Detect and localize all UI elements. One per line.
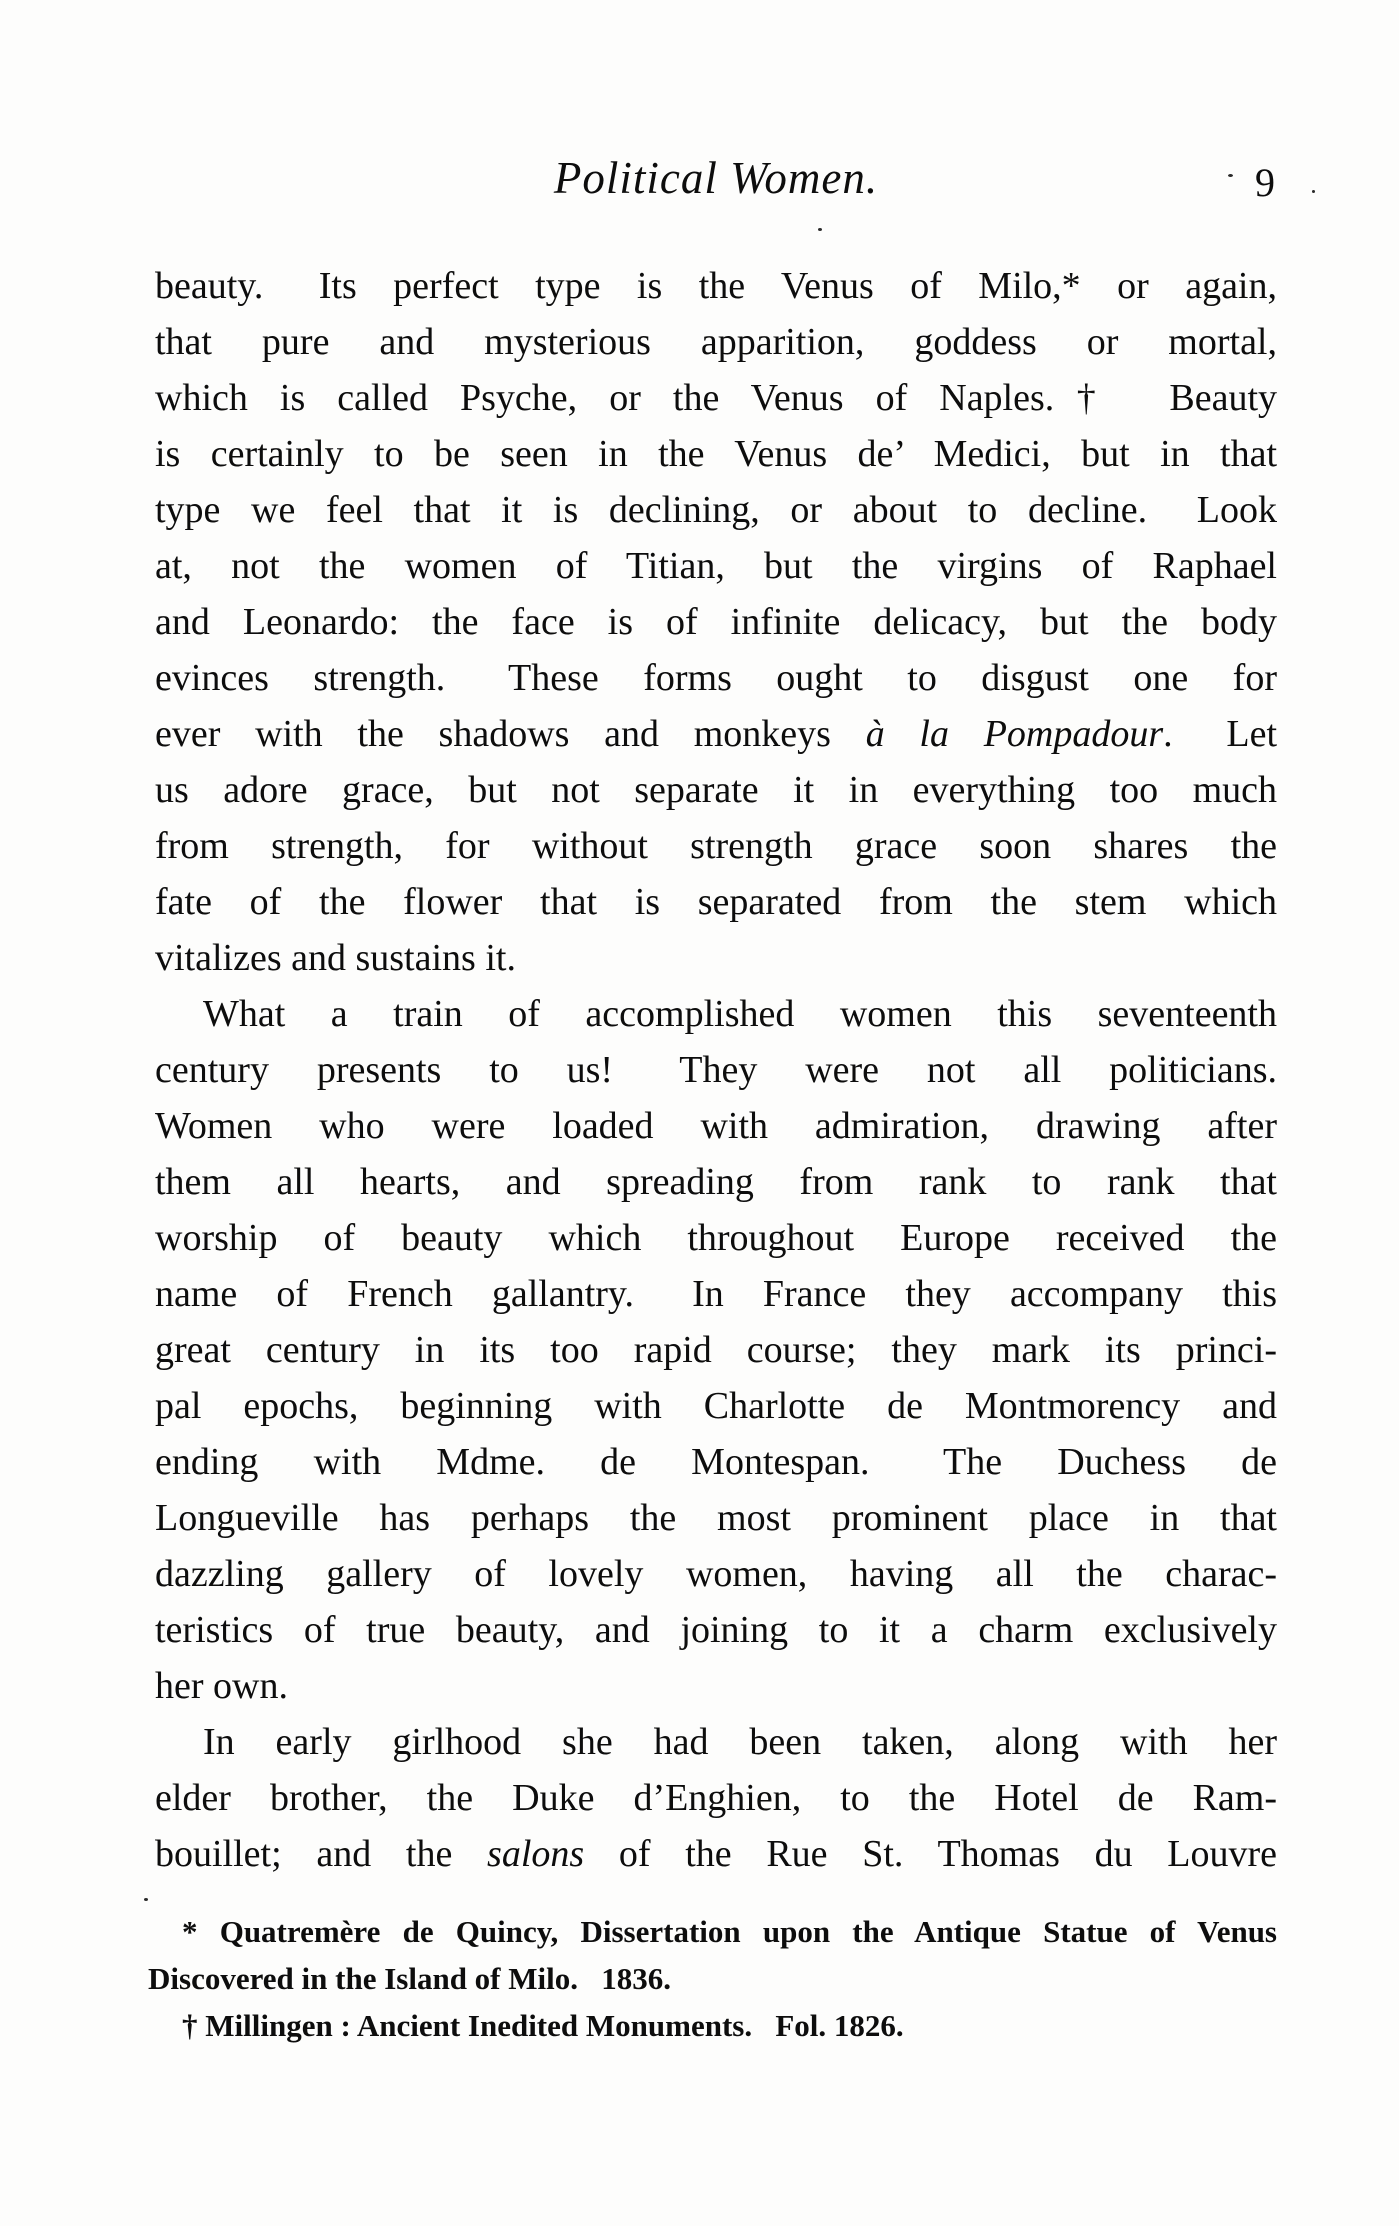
scan-speckle	[144, 1898, 148, 1901]
text-line	[155, 706, 1277, 762]
text-segment: her own.	[155, 1665, 288, 1707]
text-line	[155, 1042, 1277, 1098]
text-segment: us adore grace, but not separate it in everything too much	[155, 769, 1277, 811]
text-segment: Longueville has perhaps the most prominent place in that	[155, 1497, 1277, 1539]
text-segment: ending with Mdme. de Montespan. The Duchess de	[155, 1441, 1277, 1483]
text-segment: fate of the flower that is separated from the stem which	[155, 881, 1277, 923]
text-segment: name of French gallantry. In France they accompany this	[155, 1273, 1277, 1315]
scan-speckle	[818, 228, 822, 231]
text-line	[155, 1210, 1277, 1266]
text-line	[155, 1602, 1277, 1658]
text-line	[155, 874, 1277, 930]
footnotes	[148, 1908, 1277, 2049]
text-segment: vitalizes and sustains it.	[155, 937, 516, 979]
text-segment: * Quatremère de Quincy, Dissertation upon the Antique Statue of Venus	[182, 1914, 1277, 1949]
text-line	[148, 1908, 1277, 1955]
scan-speckle	[1312, 190, 1315, 193]
text-line	[155, 762, 1277, 818]
text-line	[155, 1098, 1277, 1154]
text-line	[155, 1770, 1277, 1826]
text-line	[155, 482, 1277, 538]
italic-text: salons	[487, 1833, 585, 1875]
text-line	[155, 1826, 1277, 1882]
text-segment: In early girlhood she had been taken, along with her	[203, 1721, 1277, 1763]
scan-speckle	[1228, 174, 1233, 177]
text-line	[155, 986, 1277, 1042]
text-line	[155, 1266, 1277, 1322]
text-line	[155, 314, 1277, 370]
text-line	[155, 1434, 1277, 1490]
text-segment: at, not the women of Titian, but the virgins of Raphael	[155, 545, 1277, 587]
text-line	[155, 930, 1277, 986]
text-segment: century presents to us! They were not all politicians.	[155, 1049, 1277, 1091]
text-line	[155, 594, 1277, 650]
text-segment: great century in its too rapid course; they mark its princi-	[155, 1329, 1277, 1371]
text-line	[148, 2002, 1277, 2049]
page-number: 9	[1255, 160, 1275, 205]
text-segment: Discovered in the Island of Milo. 1836.	[148, 1961, 671, 1996]
text-segment: . Let	[1163, 713, 1278, 755]
text-line	[155, 650, 1277, 706]
paragraph	[155, 258, 1277, 986]
text-segment: them all hearts, and spreading from rank to rank that	[155, 1161, 1277, 1203]
running-header	[155, 148, 1277, 210]
text-segment: and Leonardo: the face is of infinite delicacy, but the body	[155, 601, 1277, 643]
text-line	[155, 258, 1277, 314]
text-segment: which is called Psyche, or the Venus of Naples.† Beauty	[155, 377, 1277, 419]
text-line	[155, 1154, 1277, 1210]
text-segment: ever with the shadows and monkeys	[155, 713, 866, 755]
page-body	[155, 258, 1277, 1882]
text-segment: from strength, for without strength grace soon shares the	[155, 825, 1277, 867]
text-segment: Women who were loaded with admiration, drawing after	[155, 1105, 1277, 1147]
text-line	[155, 538, 1277, 594]
text-segment: teristics of true beauty, and joining to it a charm exclusively	[155, 1609, 1277, 1651]
paragraph	[155, 986, 1277, 1714]
text-line	[155, 818, 1277, 874]
text-line	[148, 1955, 1277, 2002]
text-segment: elder brother, the Duke d’Enghien, to the Hotel de Ram-	[155, 1777, 1277, 1819]
text-line	[155, 1322, 1277, 1378]
text-line	[155, 1490, 1277, 1546]
text-segment: type we feel that it is declining, or about to decline. Look	[155, 489, 1277, 531]
text-line	[155, 1658, 1277, 1714]
text-segment: that pure and mysterious apparition, goddess or mortal,	[155, 321, 1277, 363]
text-segment: is certainly to be seen in the Venus de’ Medici, but in that	[155, 433, 1277, 475]
text-line	[155, 426, 1277, 482]
text-segment: worship of beauty which throughout Europe received the	[155, 1217, 1277, 1259]
text-segment: What a train of accomplished women this seventeenth	[203, 993, 1277, 1035]
text-line	[155, 370, 1277, 426]
text-line	[155, 1378, 1277, 1434]
text-segment: † Millingen : Ancient Inedited Monuments. Fol. 1826.	[182, 2008, 904, 2043]
paragraph	[155, 1714, 1277, 1882]
text-line	[155, 1714, 1277, 1770]
text-line	[155, 1546, 1277, 1602]
text-segment: of the Rue St. Thomas du Louvre	[584, 1833, 1277, 1875]
text-segment: beauty. Its perfect type is the Venus of Milo,* or again,	[155, 265, 1277, 307]
page-title: Political Women.	[553, 153, 879, 203]
text-segment: bouillet; and the	[155, 1833, 488, 1875]
italic-text: à la Pompadour	[865, 713, 1164, 755]
text-segment: pal epochs, beginning with Charlotte de Montmorency and	[155, 1385, 1277, 1427]
text-segment: evinces strength. These forms ought to disgust one for	[155, 657, 1277, 699]
text-segment: dazzling gallery of lovely women, having all the charac-	[155, 1553, 1277, 1595]
